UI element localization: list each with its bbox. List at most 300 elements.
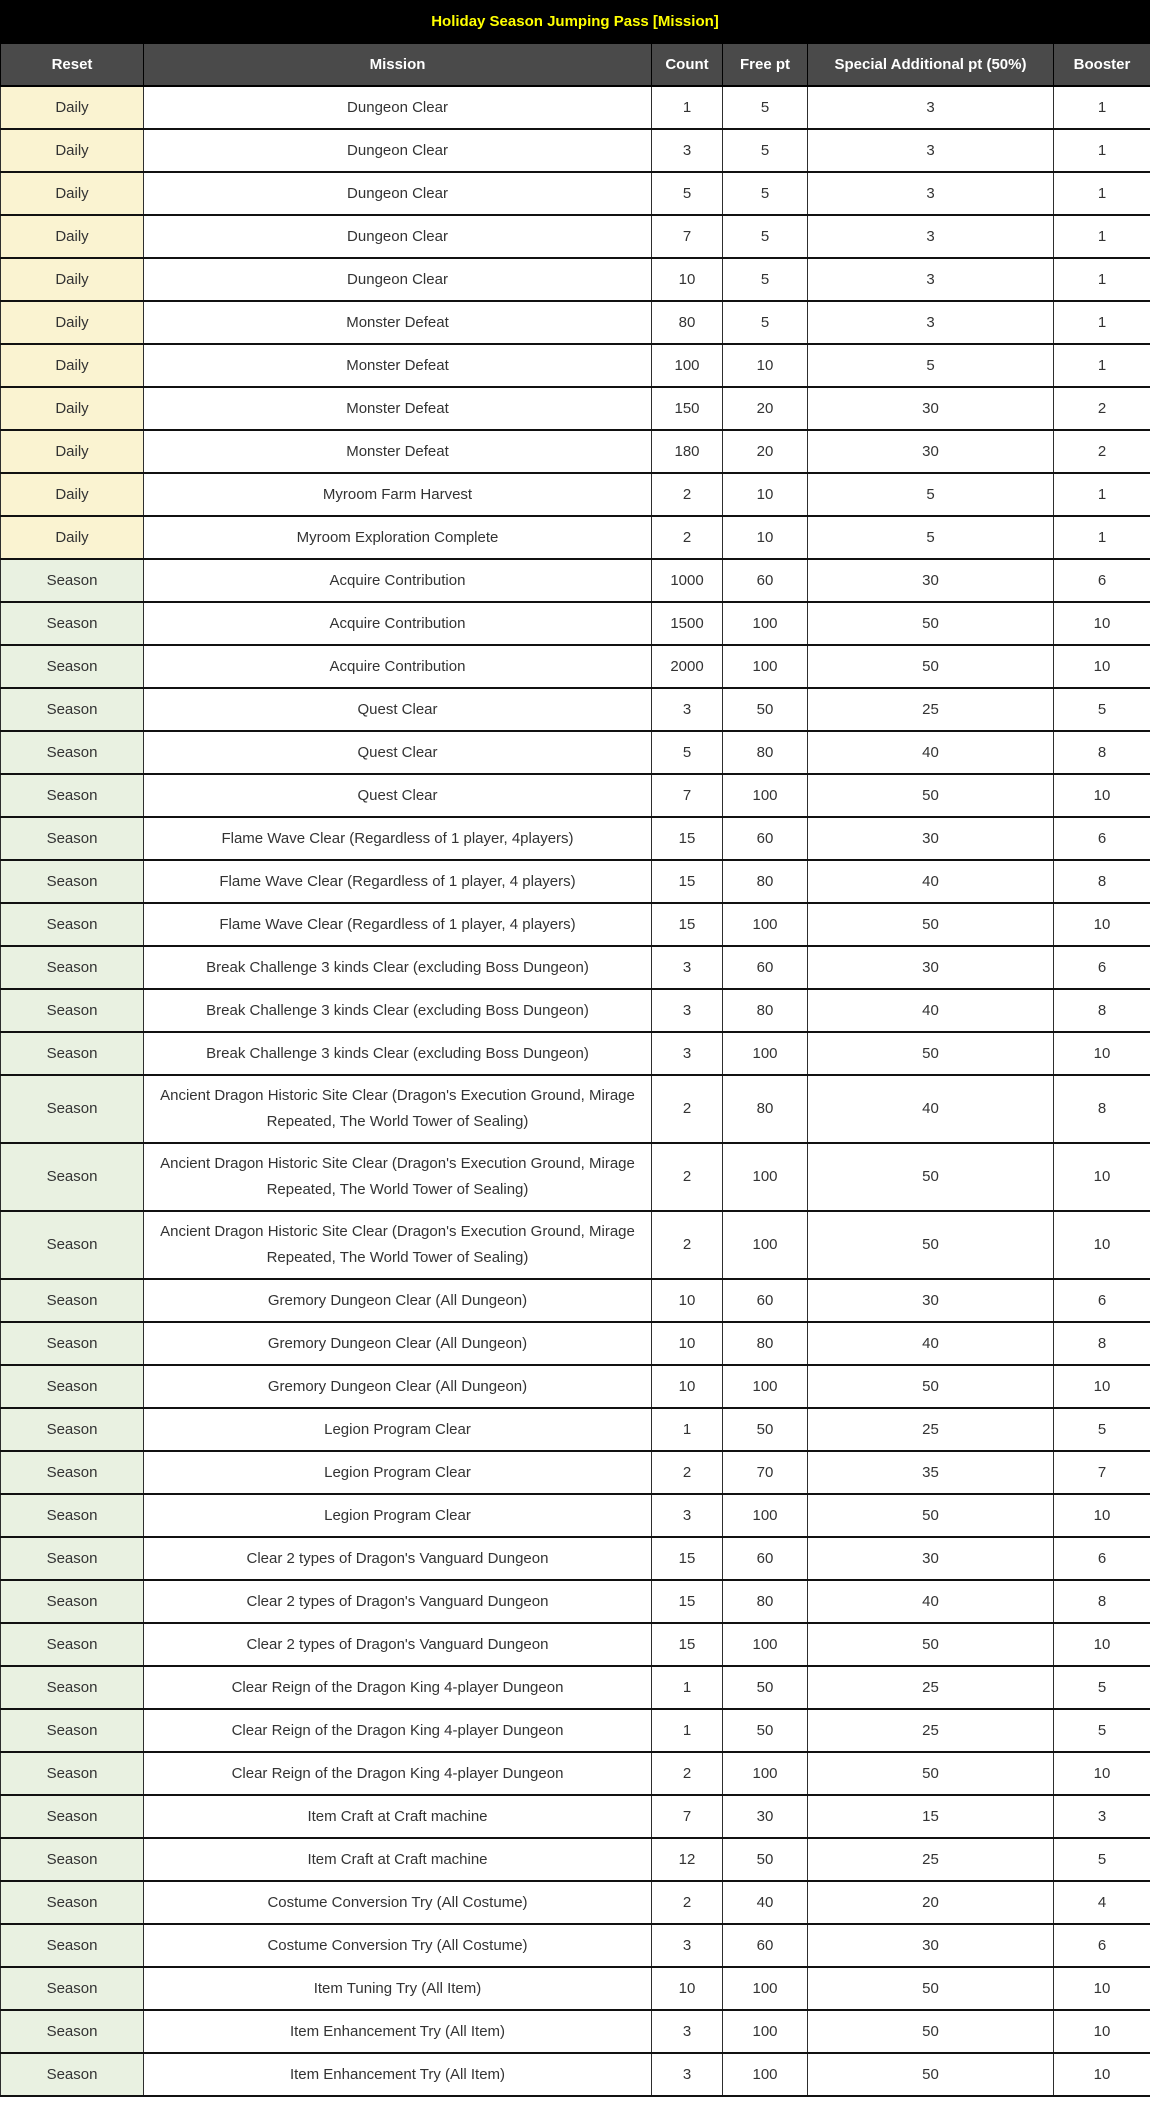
mission-cell: Dungeon Clear xyxy=(144,129,652,172)
booster-cell: 8 xyxy=(1054,1075,1150,1143)
booster-cell: 10 xyxy=(1054,1752,1150,1795)
mission-cell: Clear 2 types of Dragon's Vanguard Dungeon xyxy=(144,1580,652,1623)
free-pt-cell: 50 xyxy=(723,1709,808,1752)
mission-cell: Ancient Dragon Historic Site Clear (Dragon's Execution Ground, Mirage Repeated, The World Tower of Sealing) xyxy=(144,1143,652,1211)
table-row xyxy=(1,1494,1150,1537)
mission-cell: Costume Conversion Try (All Costume) xyxy=(144,1881,652,1924)
free-pt-cell: 60 xyxy=(723,1537,808,1580)
reset-cell: Season xyxy=(1,1924,144,1967)
special-pt-cell: 5 xyxy=(808,473,1054,516)
mission-cell: Legion Program Clear xyxy=(144,1494,652,1537)
count-cell: 3 xyxy=(652,2053,723,2096)
count-cell: 15 xyxy=(652,1623,723,1666)
free-pt-cell: 100 xyxy=(723,1623,808,1666)
special-pt-cell: 50 xyxy=(808,645,1054,688)
special-pt-cell: 30 xyxy=(808,387,1054,430)
table-row xyxy=(1,774,1150,817)
special-pt-cell: 3 xyxy=(808,301,1054,344)
booster-cell: 1 xyxy=(1054,516,1150,559)
mission-cell: Clear Reign of the Dragon King 4-player Dungeon xyxy=(144,1752,652,1795)
table-row xyxy=(1,1795,1150,1838)
count-cell: 100 xyxy=(652,344,723,387)
reset-cell: Season xyxy=(1,1967,144,2010)
mission-cell: Item Tuning Try (All Item) xyxy=(144,1967,652,2010)
free-pt-cell: 60 xyxy=(723,1279,808,1322)
count-cell: 15 xyxy=(652,817,723,860)
mission-cell: Myroom Exploration Complete xyxy=(144,516,652,559)
mission-cell: Acquire Contribution xyxy=(144,602,652,645)
count-cell: 1500 xyxy=(652,602,723,645)
booster-cell: 6 xyxy=(1054,817,1150,860)
special-pt-cell: 35 xyxy=(808,1451,1054,1494)
mission-cell: Quest Clear xyxy=(144,688,652,731)
free-pt-cell: 80 xyxy=(723,860,808,903)
reset-cell: Season xyxy=(1,1365,144,1408)
reset-cell: Daily xyxy=(1,430,144,473)
count-cell: 3 xyxy=(652,1032,723,1075)
count-cell: 7 xyxy=(652,1795,723,1838)
reset-cell: Season xyxy=(1,860,144,903)
mission-cell: Clear Reign of the Dragon King 4-player Dungeon xyxy=(144,1666,652,1709)
free-pt-cell: 60 xyxy=(723,559,808,602)
mission-cell: Ancient Dragon Historic Site Clear (Dragon's Execution Ground, Mirage Repeated, The World Tower of Sealing) xyxy=(144,1075,652,1143)
reset-cell: Daily xyxy=(1,129,144,172)
table-header xyxy=(1,43,1150,86)
reset-cell: Season xyxy=(1,1279,144,1322)
special-pt-cell: 5 xyxy=(808,344,1054,387)
table-row xyxy=(1,1623,1150,1666)
reset-cell: Daily xyxy=(1,258,144,301)
table-row xyxy=(1,215,1150,258)
table-row xyxy=(1,1881,1150,1924)
count-cell: 5 xyxy=(652,172,723,215)
reset-cell: Daily xyxy=(1,473,144,516)
reset-cell: Daily xyxy=(1,172,144,215)
header-row xyxy=(1,43,1150,86)
table-row xyxy=(1,258,1150,301)
booster-cell: 1 xyxy=(1054,301,1150,344)
booster-cell: 2 xyxy=(1054,430,1150,473)
table-row xyxy=(1,559,1150,602)
mission-cell: Gremory Dungeon Clear (All Dungeon) xyxy=(144,1279,652,1322)
booster-cell: 6 xyxy=(1054,1279,1150,1322)
special-pt-cell: 3 xyxy=(808,172,1054,215)
count-cell: 15 xyxy=(652,860,723,903)
special-pt-cell: 30 xyxy=(808,1537,1054,1580)
special-pt-cell: 3 xyxy=(808,86,1054,129)
free-pt-cell: 100 xyxy=(723,1752,808,1795)
table-row xyxy=(1,1211,1150,1279)
free-pt-cell: 100 xyxy=(723,1967,808,2010)
booster-cell: 1 xyxy=(1054,344,1150,387)
booster-cell: 1 xyxy=(1054,86,1150,129)
reset-cell: Season xyxy=(1,2010,144,2053)
special-pt-cell: 50 xyxy=(808,903,1054,946)
table-row xyxy=(1,1967,1150,2010)
mission-cell: Costume Conversion Try (All Costume) xyxy=(144,1924,652,1967)
count-cell: 3 xyxy=(652,946,723,989)
special-pt-cell: 50 xyxy=(808,1623,1054,1666)
booster-cell: 1 xyxy=(1054,172,1150,215)
reset-cell: Season xyxy=(1,1451,144,1494)
count-cell: 2 xyxy=(652,473,723,516)
free-pt-cell: 10 xyxy=(723,516,808,559)
booster-cell: 6 xyxy=(1054,1537,1150,1580)
table-row xyxy=(1,344,1150,387)
special-pt-cell: 30 xyxy=(808,1279,1054,1322)
free-pt-cell: 100 xyxy=(723,602,808,645)
special-pt-cell: 50 xyxy=(808,774,1054,817)
count-cell: 3 xyxy=(652,1924,723,1967)
table-row xyxy=(1,387,1150,430)
mission-cell: Item Enhancement Try (All Item) xyxy=(144,2010,652,2053)
free-pt-cell: 70 xyxy=(723,1451,808,1494)
mission-cell: Quest Clear xyxy=(144,731,652,774)
free-pt-cell: 100 xyxy=(723,774,808,817)
table-row xyxy=(1,1032,1150,1075)
reset-cell: Daily xyxy=(1,344,144,387)
table-row xyxy=(1,1279,1150,1322)
mission-cell: Quest Clear xyxy=(144,774,652,817)
count-cell: 2 xyxy=(652,1143,723,1211)
table-row xyxy=(1,1752,1150,1795)
reset-cell: Season xyxy=(1,989,144,1032)
reset-cell: Season xyxy=(1,1623,144,1666)
table-row xyxy=(1,1838,1150,1881)
reset-cell: Season xyxy=(1,903,144,946)
free-pt-cell: 60 xyxy=(723,817,808,860)
booster-cell: 10 xyxy=(1054,602,1150,645)
free-pt-cell: 100 xyxy=(723,2010,808,2053)
special-pt-cell: 50 xyxy=(808,1752,1054,1795)
table-row xyxy=(1,688,1150,731)
booster-cell: 1 xyxy=(1054,215,1150,258)
reset-cell: Season xyxy=(1,1795,144,1838)
reset-cell: Daily xyxy=(1,301,144,344)
reset-cell: Daily xyxy=(1,387,144,430)
reset-cell: Season xyxy=(1,559,144,602)
mission-cell: Flame Wave Clear (Regardless of 1 player, 4players) xyxy=(144,817,652,860)
reset-cell: Season xyxy=(1,1752,144,1795)
special-pt-cell: 50 xyxy=(808,2010,1054,2053)
mission-cell: Break Challenge 3 kinds Clear (excluding Boss Dungeon) xyxy=(144,1032,652,1075)
reset-cell: Season xyxy=(1,1408,144,1451)
column-header-reset: Reset xyxy=(1,43,144,86)
booster-cell: 6 xyxy=(1054,559,1150,602)
table-row xyxy=(1,1924,1150,1967)
count-cell: 180 xyxy=(652,430,723,473)
booster-cell: 3 xyxy=(1054,1795,1150,1838)
mission-cell: Monster Defeat xyxy=(144,301,652,344)
count-cell: 15 xyxy=(652,903,723,946)
reset-cell: Season xyxy=(1,1709,144,1752)
mission-cell: Flame Wave Clear (Regardless of 1 player, 4 players) xyxy=(144,860,652,903)
reset-cell: Daily xyxy=(1,516,144,559)
booster-cell: 8 xyxy=(1054,1322,1150,1365)
free-pt-cell: 50 xyxy=(723,1838,808,1881)
mission-cell: Acquire Contribution xyxy=(144,645,652,688)
special-pt-cell: 40 xyxy=(808,1075,1054,1143)
reset-cell: Season xyxy=(1,774,144,817)
table-row xyxy=(1,1365,1150,1408)
special-pt-cell: 30 xyxy=(808,1924,1054,1967)
booster-cell: 8 xyxy=(1054,989,1150,1032)
count-cell: 3 xyxy=(652,989,723,1032)
mission-cell: Myroom Farm Harvest xyxy=(144,473,652,516)
count-cell: 10 xyxy=(652,1322,723,1365)
free-pt-cell: 60 xyxy=(723,946,808,989)
table-row xyxy=(1,1322,1150,1365)
table-row xyxy=(1,129,1150,172)
booster-cell: 10 xyxy=(1054,1623,1150,1666)
count-cell: 1 xyxy=(652,1408,723,1451)
special-pt-cell: 50 xyxy=(808,1032,1054,1075)
booster-cell: 4 xyxy=(1054,1881,1150,1924)
reset-cell: Season xyxy=(1,1881,144,1924)
title-bar xyxy=(0,0,1150,42)
reset-cell: Season xyxy=(1,1838,144,1881)
table-row xyxy=(1,1537,1150,1580)
mission-cell: Dungeon Clear xyxy=(144,215,652,258)
table-row xyxy=(1,172,1150,215)
count-cell: 2 xyxy=(652,516,723,559)
table-row xyxy=(1,946,1150,989)
special-pt-cell: 25 xyxy=(808,1666,1054,1709)
free-pt-cell: 5 xyxy=(723,301,808,344)
free-pt-cell: 50 xyxy=(723,1408,808,1451)
mission-cell: Dungeon Clear xyxy=(144,172,652,215)
special-pt-cell: 40 xyxy=(808,989,1054,1032)
booster-cell: 5 xyxy=(1054,1709,1150,1752)
mission-cell: Monster Defeat xyxy=(144,344,652,387)
free-pt-cell: 50 xyxy=(723,688,808,731)
special-pt-cell: 40 xyxy=(808,731,1054,774)
special-pt-cell: 25 xyxy=(808,1709,1054,1752)
special-pt-cell: 30 xyxy=(808,946,1054,989)
count-cell: 15 xyxy=(652,1580,723,1623)
free-pt-cell: 80 xyxy=(723,731,808,774)
free-pt-cell: 5 xyxy=(723,258,808,301)
free-pt-cell: 5 xyxy=(723,172,808,215)
count-cell: 2 xyxy=(652,1881,723,1924)
free-pt-cell: 80 xyxy=(723,1322,808,1365)
booster-cell: 10 xyxy=(1054,1967,1150,2010)
count-cell: 1000 xyxy=(652,559,723,602)
reset-cell: Season xyxy=(1,1143,144,1211)
count-cell: 1 xyxy=(652,86,723,129)
mission-cell: Clear 2 types of Dragon's Vanguard Dungeon xyxy=(144,1537,652,1580)
reset-cell: Daily xyxy=(1,215,144,258)
table-row xyxy=(1,473,1150,516)
mission-cell: Item Craft at Craft machine xyxy=(144,1795,652,1838)
column-header-booster: Booster xyxy=(1054,43,1150,86)
count-cell: 2 xyxy=(652,1211,723,1279)
booster-cell: 10 xyxy=(1054,1365,1150,1408)
page-title: Holiday Season Jumping Pass [Mission] xyxy=(431,12,719,30)
mission-cell: Dungeon Clear xyxy=(144,258,652,301)
booster-cell: 10 xyxy=(1054,645,1150,688)
booster-cell: 10 xyxy=(1054,774,1150,817)
count-cell: 7 xyxy=(652,215,723,258)
count-cell: 3 xyxy=(652,1494,723,1537)
count-cell: 2 xyxy=(652,1075,723,1143)
reset-cell: Season xyxy=(1,2053,144,2096)
special-pt-cell: 40 xyxy=(808,1580,1054,1623)
mission-cell: Flame Wave Clear (Regardless of 1 player, 4 players) xyxy=(144,903,652,946)
count-cell: 3 xyxy=(652,688,723,731)
booster-cell: 10 xyxy=(1054,2010,1150,2053)
table-row xyxy=(1,1143,1150,1211)
booster-cell: 5 xyxy=(1054,688,1150,731)
mission-cell: Item Enhancement Try (All Item) xyxy=(144,2053,652,2096)
booster-cell: 8 xyxy=(1054,860,1150,903)
table-row xyxy=(1,1580,1150,1623)
table-row xyxy=(1,602,1150,645)
count-cell: 12 xyxy=(652,1838,723,1881)
special-pt-cell: 50 xyxy=(808,1494,1054,1537)
booster-cell: 5 xyxy=(1054,1666,1150,1709)
free-pt-cell: 50 xyxy=(723,1666,808,1709)
count-cell: 10 xyxy=(652,1967,723,2010)
free-pt-cell: 5 xyxy=(723,129,808,172)
free-pt-cell: 100 xyxy=(723,1143,808,1211)
mission-cell: Clear 2 types of Dragon's Vanguard Dungeon xyxy=(144,1623,652,1666)
free-pt-cell: 10 xyxy=(723,473,808,516)
mission-cell: Break Challenge 3 kinds Clear (excluding Boss Dungeon) xyxy=(144,989,652,1032)
free-pt-cell: 100 xyxy=(723,1365,808,1408)
reset-cell: Daily xyxy=(1,86,144,129)
special-pt-cell: 5 xyxy=(808,516,1054,559)
table-row xyxy=(1,1709,1150,1752)
mission-cell: Break Challenge 3 kinds Clear (excluding Boss Dungeon) xyxy=(144,946,652,989)
table-row xyxy=(1,1451,1150,1494)
mission-cell: Clear Reign of the Dragon King 4-player Dungeon xyxy=(144,1709,652,1752)
table-row xyxy=(1,1075,1150,1143)
reset-cell: Season xyxy=(1,688,144,731)
mission-cell: Acquire Contribution xyxy=(144,559,652,602)
reset-cell: Season xyxy=(1,1211,144,1279)
special-pt-cell: 50 xyxy=(808,1143,1054,1211)
free-pt-cell: 100 xyxy=(723,2053,808,2096)
table-row xyxy=(1,817,1150,860)
special-pt-cell: 40 xyxy=(808,1322,1054,1365)
free-pt-cell: 20 xyxy=(723,387,808,430)
booster-cell: 10 xyxy=(1054,2053,1150,2096)
free-pt-cell: 40 xyxy=(723,1881,808,1924)
special-pt-cell: 30 xyxy=(808,430,1054,473)
special-pt-cell: 25 xyxy=(808,688,1054,731)
booster-cell: 5 xyxy=(1054,1838,1150,1881)
reset-cell: Season xyxy=(1,602,144,645)
booster-cell: 10 xyxy=(1054,903,1150,946)
reset-cell: Season xyxy=(1,817,144,860)
special-pt-cell: 50 xyxy=(808,1967,1054,2010)
table-row xyxy=(1,2010,1150,2053)
count-cell: 80 xyxy=(652,301,723,344)
booster-cell: 10 xyxy=(1054,1032,1150,1075)
table-row xyxy=(1,860,1150,903)
free-pt-cell: 100 xyxy=(723,645,808,688)
count-cell: 3 xyxy=(652,2010,723,2053)
booster-cell: 10 xyxy=(1054,1211,1150,1279)
count-cell: 15 xyxy=(652,1537,723,1580)
table-row xyxy=(1,2053,1150,2096)
free-pt-cell: 80 xyxy=(723,1075,808,1143)
mission-cell: Dungeon Clear xyxy=(144,86,652,129)
reset-cell: Season xyxy=(1,1032,144,1075)
mission-table xyxy=(0,42,1150,2097)
count-cell: 10 xyxy=(652,1279,723,1322)
free-pt-cell: 30 xyxy=(723,1795,808,1838)
table-row xyxy=(1,1408,1150,1451)
table-row xyxy=(1,731,1150,774)
special-pt-cell: 50 xyxy=(808,1365,1054,1408)
booster-cell: 1 xyxy=(1054,473,1150,516)
mission-cell: Legion Program Clear xyxy=(144,1451,652,1494)
booster-cell: 6 xyxy=(1054,1924,1150,1967)
free-pt-cell: 5 xyxy=(723,215,808,258)
special-pt-cell: 3 xyxy=(808,129,1054,172)
booster-cell: 1 xyxy=(1054,258,1150,301)
reset-cell: Season xyxy=(1,1322,144,1365)
count-cell: 2 xyxy=(652,1752,723,1795)
column-header-free-pt: Free pt xyxy=(723,43,808,86)
free-pt-cell: 5 xyxy=(723,86,808,129)
table-row xyxy=(1,516,1150,559)
special-pt-cell: 25 xyxy=(808,1838,1054,1881)
special-pt-cell: 50 xyxy=(808,602,1054,645)
free-pt-cell: 100 xyxy=(723,1032,808,1075)
mission-cell: Monster Defeat xyxy=(144,430,652,473)
booster-cell: 6 xyxy=(1054,946,1150,989)
special-pt-cell: 40 xyxy=(808,860,1054,903)
free-pt-cell: 100 xyxy=(723,1494,808,1537)
count-cell: 2000 xyxy=(652,645,723,688)
special-pt-cell: 30 xyxy=(808,817,1054,860)
booster-cell: 8 xyxy=(1054,1580,1150,1623)
mission-cell: Legion Program Clear xyxy=(144,1408,652,1451)
mission-cell: Monster Defeat xyxy=(144,387,652,430)
special-pt-cell: 25 xyxy=(808,1408,1054,1451)
special-pt-cell: 20 xyxy=(808,1881,1054,1924)
table-row xyxy=(1,989,1150,1032)
free-pt-cell: 100 xyxy=(723,1211,808,1279)
special-pt-cell: 30 xyxy=(808,559,1054,602)
free-pt-cell: 10 xyxy=(723,344,808,387)
booster-cell: 1 xyxy=(1054,129,1150,172)
special-pt-cell: 50 xyxy=(808,2053,1054,2096)
special-pt-cell: 3 xyxy=(808,215,1054,258)
count-cell: 1 xyxy=(652,1709,723,1752)
count-cell: 2 xyxy=(652,1451,723,1494)
free-pt-cell: 60 xyxy=(723,1924,808,1967)
reset-cell: Season xyxy=(1,1580,144,1623)
reset-cell: Season xyxy=(1,645,144,688)
table-row xyxy=(1,1666,1150,1709)
reset-cell: Season xyxy=(1,1537,144,1580)
column-header-special-pt: Special Additional pt (50%) xyxy=(808,43,1054,86)
reset-cell: Season xyxy=(1,1494,144,1537)
mission-table-body xyxy=(1,86,1150,2096)
mission-cell: Gremory Dungeon Clear (All Dungeon) xyxy=(144,1322,652,1365)
booster-cell: 2 xyxy=(1054,387,1150,430)
reset-cell: Season xyxy=(1,1075,144,1143)
special-pt-cell: 50 xyxy=(808,1211,1054,1279)
column-header-count: Count xyxy=(652,43,723,86)
count-cell: 5 xyxy=(652,731,723,774)
reset-cell: Season xyxy=(1,946,144,989)
special-pt-cell: 15 xyxy=(808,1795,1054,1838)
